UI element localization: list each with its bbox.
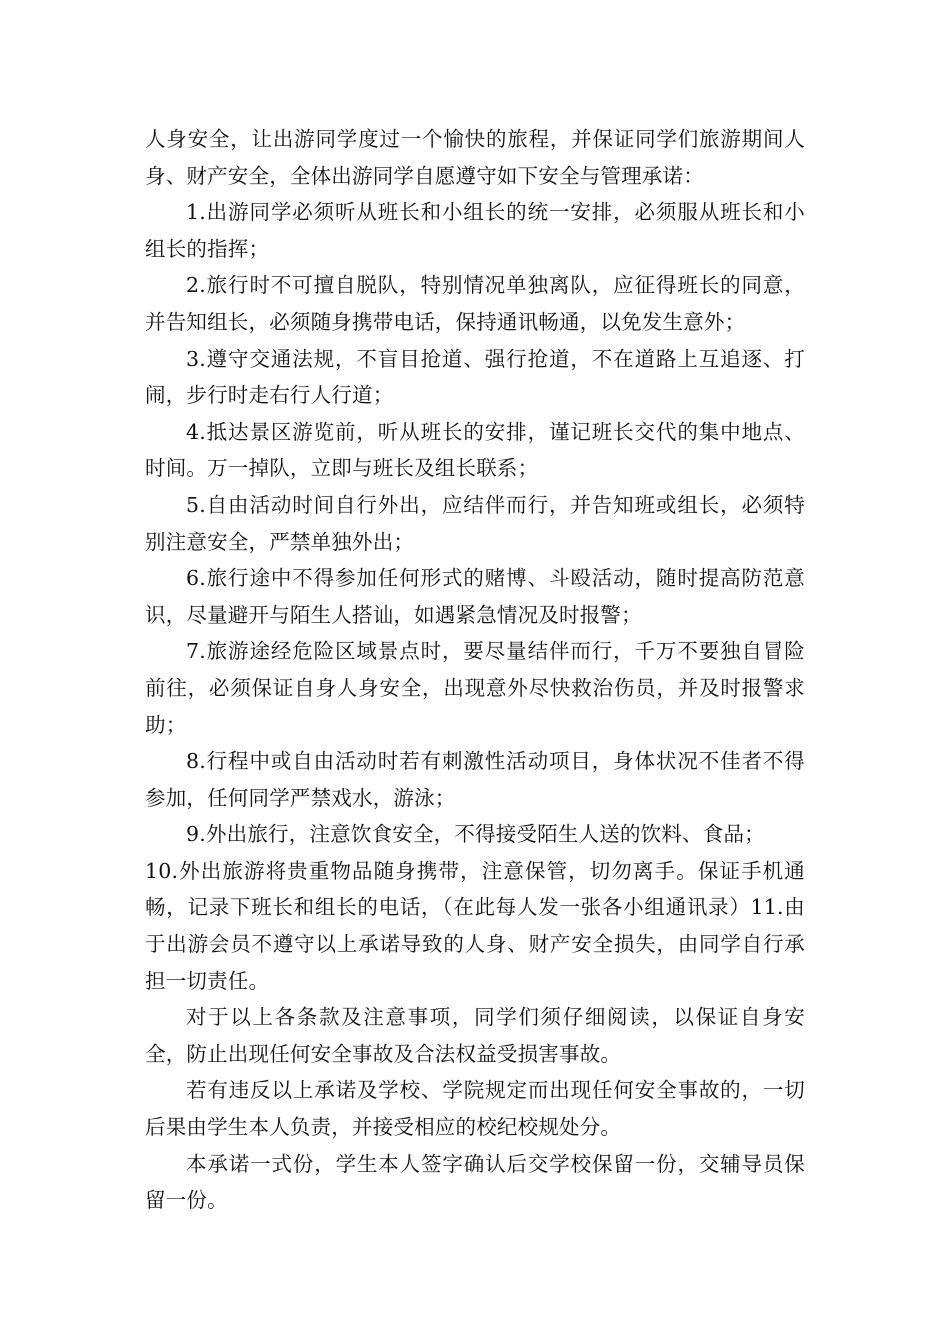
paragraph-rule-10-11: 10.外出旅游将贵重物品随身携带，注意保管，切勿离手。保证手机通畅，记录下班长和组长的电话，（在此每人发一张各小组通讯录）11.由于出游会员不遵守以上承诺导致的人身、财产安全损失，由同学自行承担一切责任。 [145,858,805,993]
paragraph-rule-8: 8.行程中或自由活动时若有刺激性活动项目，身体状况不佳者不得参加，任何同学严禁戏水，游泳； [145,749,805,810]
document-body [145,121,805,1219]
paragraph-rule-2: 2.旅行时不可擅自脱队，特别情况单独离队，应征得班长的同意，并告知组长，必须随身携带电话，保持通讯畅通，以免发生意外； [145,273,805,334]
paragraph-rule-6: 6.旅行途中不得参加任何形式的赌博、斗殴活动，随时提高防范意识，尽量避开与陌生人搭讪，如遇紧急情况及时报警； [145,566,805,627]
paragraph-rule-4: 4.抵达景区游览前，听从班长的安排，谨记班长交代的集中地点、时间。万一掉队，立即与班长及组长联系； [145,419,805,481]
paragraph-copies: 本承诺一式份，学生本人签字确认后交学校保留一份，交辅导员保留一份。 [145,1151,805,1213]
paragraph-rule-5: 5.自由活动时间自行外出，应结伴而行，并告知班或组长，必须特别注意安全，严禁单独外出； [145,492,805,554]
paragraph-rule-9: 9.外出旅行，注意饮食安全，不得接受陌生人送的饮料、食品； [186,822,765,847]
paragraph-intro: 人身安全，让出游同学度过一个愉快的旅程，并保证同学们旅游期间人身、财产安全，全体出游同学自愿遵守如下安全与管理承诺： [145,127,805,188]
paragraph-rule-1: 1.出游同学必须听从班长和小组长的统一安排，必须服从班长和小组长的指挥； [145,200,805,261]
paragraph-notice: 对于以上各条款及注意事项，同学们须仔细阅读，以保证自身安全，防止出现任何安全事故及合法权益受损害事故。 [145,1005,805,1066]
paragraph-rule-3: 3.遵守交通法规，不盲目抢道、强行抢道，不在道路上互追逐、打闹，步行时走右行人行道； [145,346,805,408]
paragraph-rule-7: 7.旅游途经危险区域景点时，要尽量结伴而行，千万不要独自冒险前往，必须保证自身人身安全，出现意外尽快救治伤员，并及时报警求助； [145,639,805,737]
paragraph-liability: 若有违反以上承诺及学校、学院规定而出现任何安全事故的，一切后果由学生本人负责，并接受相应的校纪校规处分。 [145,1078,805,1140]
